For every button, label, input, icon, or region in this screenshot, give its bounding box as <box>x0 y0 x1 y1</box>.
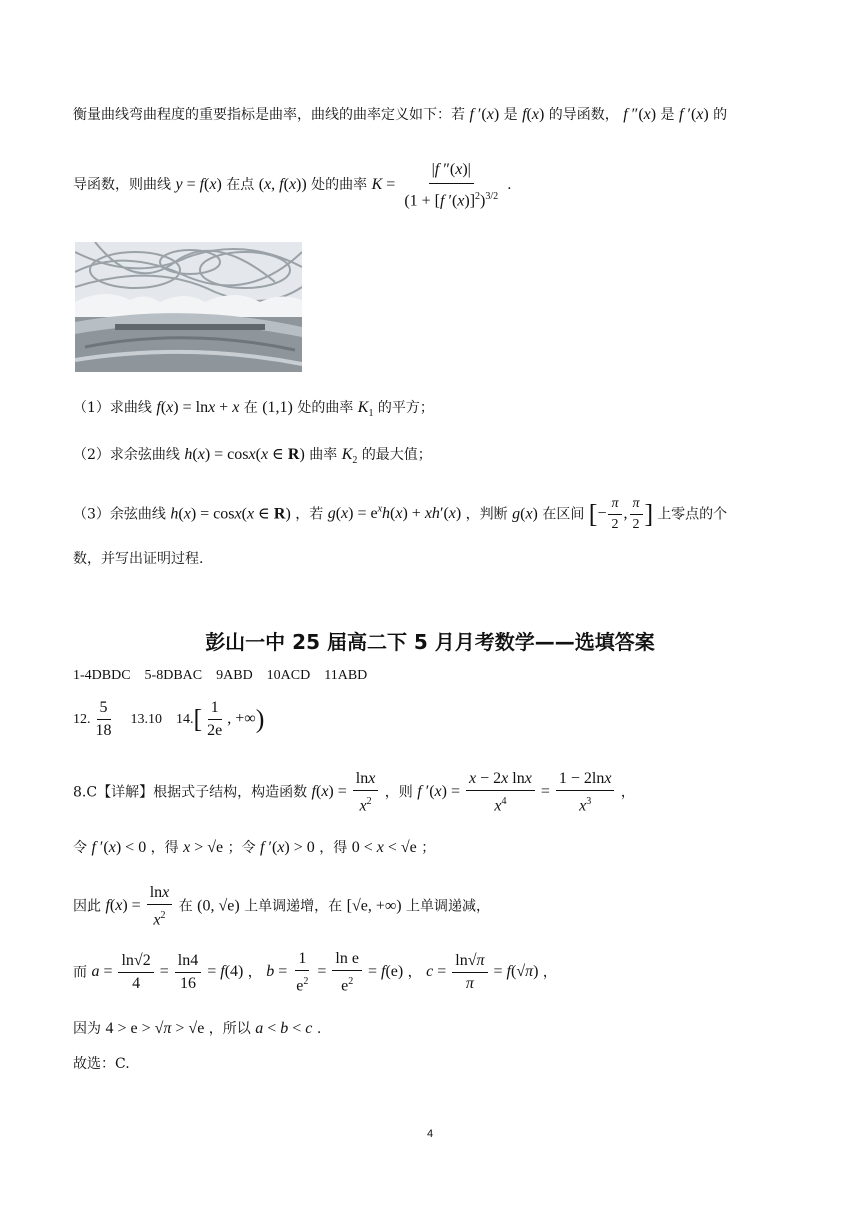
answers-row-1: 1-4DBDC 5-8DBAC 9ABD 10ACD 11ABD <box>73 668 368 683</box>
question-1: （1）求曲线 f(x) = lnx + x 在 (1,1) 处的曲率 $K_1$ 的平方； <box>73 399 434 420</box>
solution-line-4: 而 a = $\frac{\ln√2}{4}$ = $\frac{\ln 4}{16}$ = f(4) ， b = $\frac{1}{e^2}$ = $\frac{\text{ln e}}{e^2}$ = f(e) ， c = $\frac{\ln√\pi}{\pi}$ = f(√π) ， <box>73 950 557 995</box>
answers-row-2: 12. $\frac{5}{18}$ 13.10 14.[ $\frac{1}{2e}$ , +∞) <box>73 698 265 740</box>
intro-text: 衡量曲线弯曲程度的重要指标是曲率，曲线的曲率定义如下：若 <box>73 107 465 123</box>
answers-title: 彭山一中 25 届高二下 5 月月考数学——选填答案 <box>205 630 655 654</box>
question-2: （2）求余弦曲线 h(x) = cosx(x ∈ R) 曲率 $K_2$ 的最大值； <box>73 446 432 467</box>
answer-12-fraction: $\frac{5}{18}$ <box>95 699 112 740</box>
math-K1: $K_1$ <box>357 399 374 420</box>
math-q1-func: f(x) = lnx + x <box>156 399 240 416</box>
math-f-x: f(x) <box>522 106 545 123</box>
math-fprime-x-2: f ′(x) <box>679 106 709 123</box>
math-q1-point: (1,1) <box>262 399 293 416</box>
solution-line-3: 因此 f(x) = $\frac{\ln x}{x^2}$ 在 (0, √e) 上单调递增，在 [√e, +∞) 上单调递减， <box>73 884 491 929</box>
math-s1-fprime: f ′(x) = $\frac{\text{x − 2x lnx}}{x^4}$ = $\frac{1 - 2\ln x}{x^3}$ <box>417 783 616 800</box>
question-3-cont: 数，并写出证明过程. <box>73 551 204 567</box>
solution-line-5: 因为 4 > e > √π > √e ，所以 a < b < c . <box>73 1020 322 1037</box>
architecture-illustration <box>75 242 302 372</box>
math-curve: y = f(x) <box>175 176 222 193</box>
math-fdoubleprime-x: f ″(x) <box>623 106 657 123</box>
math-q3-h: h(x) = cosx(x ∈ R) <box>170 505 291 523</box>
solution-line-1: 8.C【详解】根据式子结构，构造函数 f(x) = $\frac{\ln x}{x^2}$ ，则 f ′(x) = $\frac{\text{x − 2x lnx}}{x^4}$ = $\frac{1 - 2\ln x}{x^3}$ ， <box>73 770 635 815</box>
math-point: (x, f(x)) <box>258 176 307 193</box>
intro-line-2: 导函数，则曲线 y = f(x) 在点 (x, f(x)) 处的曲率 K = $\frac{|f ''(x)|}{(1 + [f '(x)]^2)^{3/2}}$ . <box>73 160 512 209</box>
math-K2: $K_2$ <box>341 446 358 467</box>
math-fprime-x: f ′(x) <box>469 106 500 123</box>
curvature-formula: K = $\frac{|f ''(x)|}{(1 + [f '(x)]^2)^{3/2}}$ <box>371 160 499 209</box>
math-s1-f: f(x) = $\frac{\ln x}{x^2}$ <box>312 783 381 800</box>
math-q3-g: $g(x) = e^xh(x) + xh'(x)$ <box>327 504 462 523</box>
intro-line-1: 衡量曲线弯曲程度的重要指标是曲率，曲线的曲率定义如下：若 f ′(x) 是 f(x) 的导函数， f ″(x) 是 f ′(x) 的 <box>73 106 728 123</box>
page-number: 4 <box>426 1128 434 1140</box>
architecture-photo <box>75 242 302 372</box>
math-q3-gx: g(x) <box>512 505 538 523</box>
solution-line-2: 令 f ′(x) < 0 ，得 x > √e ；令 f ′(x) > 0 ，得 0 < x < √e ； <box>73 839 436 856</box>
math-q3-interval: [− $\frac{\pi}{2}$ , $\frac{\pi}{2}$ ] <box>588 496 654 533</box>
math-q2-func: h(x) = cosx(x ∈ R) <box>184 446 305 463</box>
solution-line-6: 故选：C. <box>73 1056 130 1072</box>
answer-14-interval: [ $\frac{1}{2e}$ , +∞) <box>193 698 265 739</box>
question-3: （3）余弦曲线 h(x) = cosx(x ∈ R) ，若 $g(x) = e^xh(x) + xh'(x)$ ，判断 g(x) 在区间 [− $\frac{\pi}{2}$ , $\frac{\pi}{2}$ ] 上零点的个 <box>73 496 728 533</box>
